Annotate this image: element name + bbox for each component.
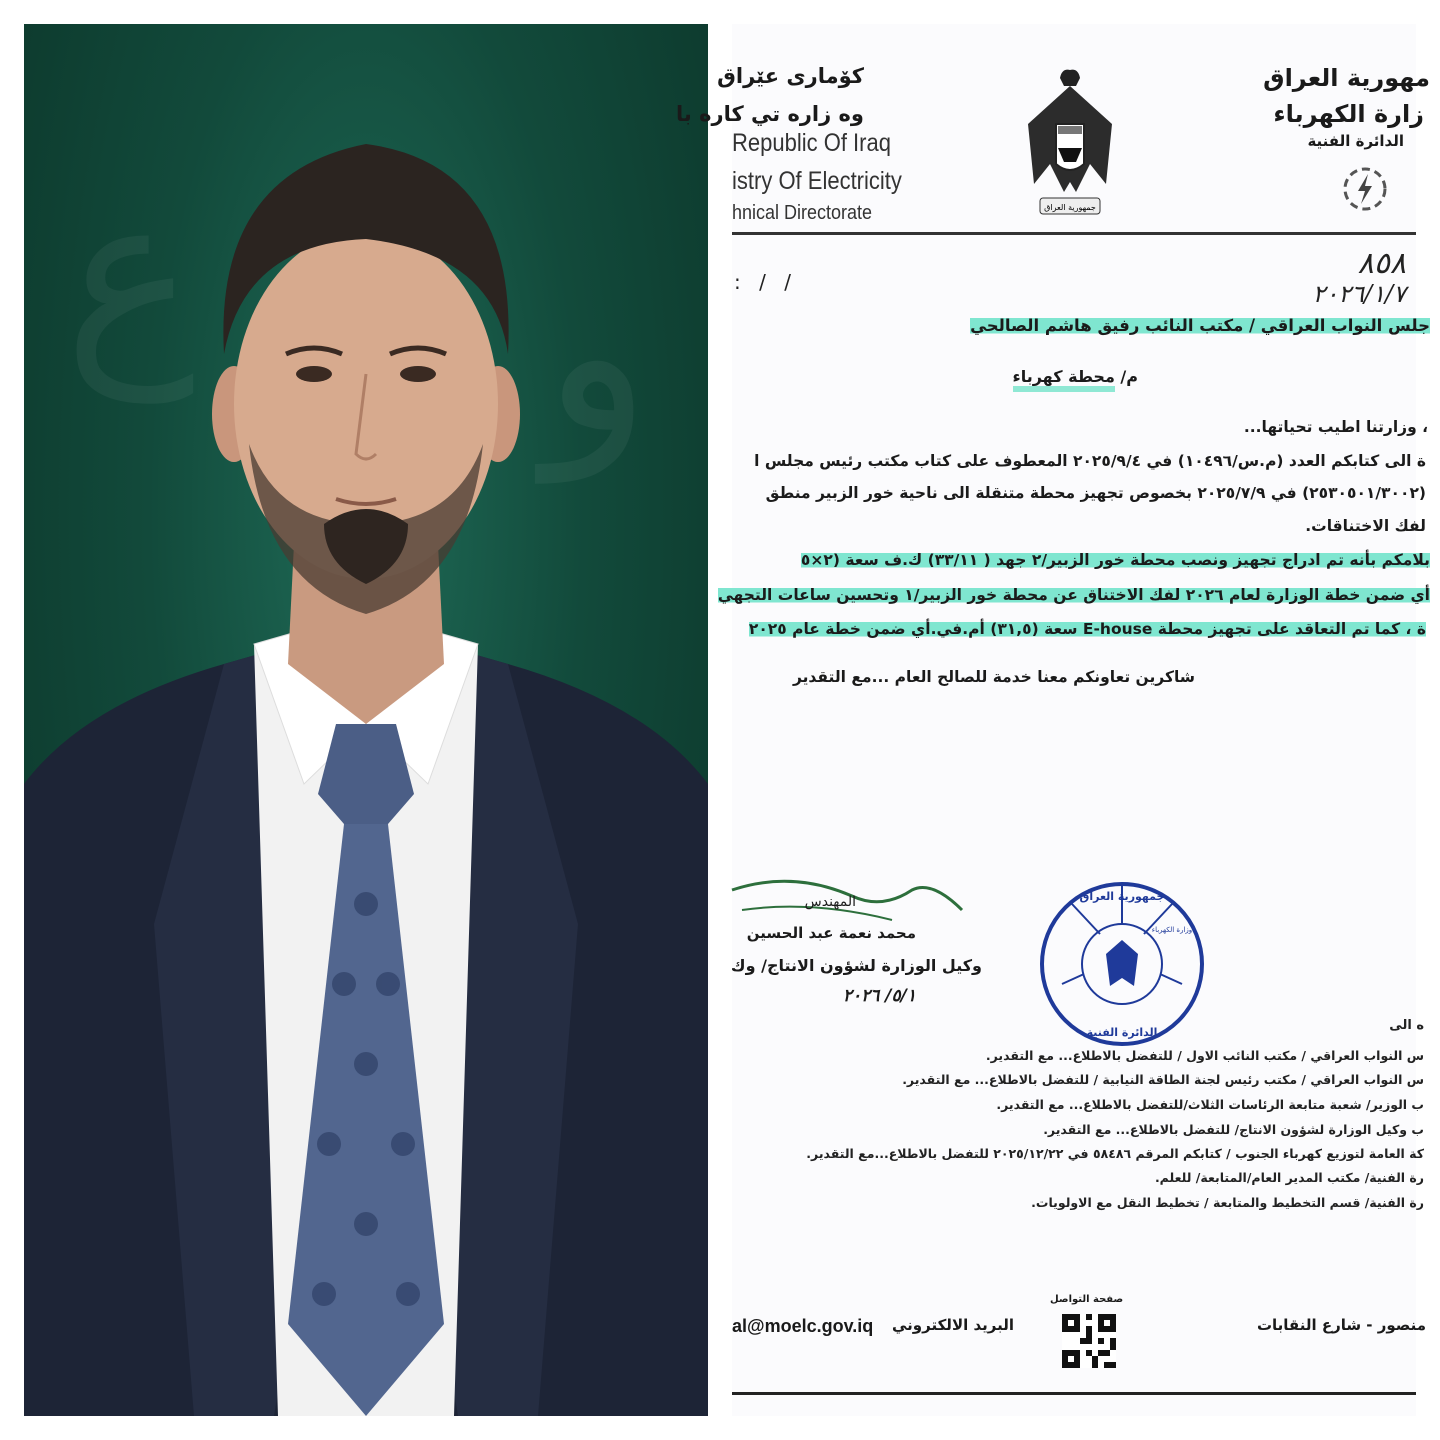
qr-code-icon [1062, 1314, 1116, 1368]
cc-line-1: س النواب العراقي / مكتب النائب الاول / للتفضل بالاطلاع... مع التقدير. [985, 1048, 1424, 1063]
body-line-3: لفك الاختناقات. [1305, 517, 1426, 535]
header-arabic-ministry: زارة الكهرباء [1273, 100, 1424, 128]
header-english-country: Republic Of Iraq [732, 128, 891, 157]
cc-line-4: ب وكيل الوزارة لشؤون الانتاج/ للتفضل بالاطلاع... مع التقدير. [1043, 1122, 1424, 1137]
qr-label: صفحة التواصل [1050, 1294, 1124, 1305]
footer-email[interactable]: al@moelc.gov.iq [732, 1316, 874, 1336]
cc-line-5: كة العامة لتوزيع كهرباء الجنوب / كتابكم المرقم ٥٨٤٨٦ في ٢٠٢٥/١٢/٢٢ للتفضل بالاطلاع...مع التقدير. [806, 1146, 1424, 1161]
footer-address: منصور - شارع النقابات [1256, 1316, 1426, 1334]
body-line-4: بلامكم بأنه تم ادراج تجهيز ونصب محطة خور الزبير/٢ جهد ( ٣٣/١١) ك.ف سعة (٢×٥ [800, 551, 1430, 569]
header-kurdish-country: كۆماری عێراق [717, 64, 864, 88]
portrait-photo [24, 24, 708, 1416]
closing-line: شاكرين تعاونكم معنا خدمة للصالح العام ...مع التقدير [792, 668, 1196, 686]
signature-position: وكيل الوزارة لشؤون الانتاج/ وك [730, 956, 982, 975]
body-line-1: ة الى كتابكم العدد (م.س/١٠٤٩٦) في ٢٠٢٥/٩/٤ المعطوف على كتاب مكتب رئيس مجلس ا [754, 452, 1426, 470]
header-arabic-country: مهورية العراق [1263, 64, 1430, 92]
header-english-ministry: istry Of Electricity [732, 166, 902, 195]
addressee-line: جلس النواب العراقي / مكتب النائب رفيق هاشم الصالحي [970, 316, 1430, 335]
background-calligraphy: ع [64, 146, 196, 402]
iraq-emblem-icon [1020, 64, 1120, 224]
stamp-bottom-text: الدائرة الفنية [1086, 1026, 1158, 1039]
footer-email-label: البريد الالكتروني [892, 1316, 1014, 1334]
header-english-directorate: hnical Directorate [732, 200, 873, 224]
signature-date-handwritten: ٥/١/ ٢٠٢٦ [842, 986, 916, 1006]
signature-name: محمد نعمة عبد الحسين [746, 924, 916, 942]
cc-line-3: ب الوزير/ شعبة متابعة الرئاسات الثلاث/للتفضل بالاطلاع... مع التقدير. [996, 1097, 1424, 1112]
electricity-logo-icon [1340, 164, 1390, 214]
reference-number: ٨٥٨ [1357, 246, 1406, 281]
header-arabic-directorate: الدائرة الفنية [1307, 132, 1404, 150]
man-in-suit-illustration [24, 24, 708, 1416]
header-divider [732, 232, 1416, 235]
signature-title: المهندس [804, 894, 856, 910]
stamp-top-text: جمهورية العراق [1079, 890, 1165, 903]
official-stamp-icon [1032, 864, 1212, 1064]
background-calligraphy: و [544, 226, 651, 482]
subject-prefix: م/ [1120, 367, 1138, 386]
date-placeholder: : / / [734, 270, 797, 294]
body-line-5: أي ضمن خطة الوزارة لعام ٢٠٢٦ لفك الاختناق عن محطة خور الزبير/١ وتحسين ساعات التجهي [717, 586, 1430, 604]
letter-date: ٢٠٢٦/١/٧ [1312, 280, 1406, 308]
stamp-sub-text: وزارة الكهرباء [1151, 926, 1193, 934]
body-line-6: ة ، كما تم التعاقد على تجهيز محطة E-house سعة (٣١,٥) أم.في.أي ضمن خطة عام ٢٠٢٥ [748, 620, 1426, 638]
greeting: ، وزارتنا اطيب تحياتها... [1243, 418, 1428, 436]
header-kurdish-ministry: وه زاره تي كاره با [676, 102, 864, 126]
subject-text: محطة كهرباء [1013, 367, 1115, 392]
subject-line [1013, 367, 1138, 386]
emblem-caption: جمهورية العراق [1044, 203, 1096, 212]
footer-divider [732, 1392, 1416, 1395]
body-line-2: (٢٥٣٠٥٠١/٣٠٠٢) في ٢٠٢٥/٧/٩ بخصوص تجهيز محطة متنقلة الى ناحية خور الزبير منطق [765, 484, 1426, 502]
cc-line-7: رة الفنية/ قسم التخطيط والمتابعة / تخطيط النقل مع الاولويات. [1031, 1195, 1424, 1210]
cc-line-6: رة الفنية/ مكتب المدير العام/المتابعة/ للعلم. [1154, 1170, 1424, 1185]
official-letter [676, 24, 1430, 1416]
cc-line-2: س النواب العراقي / مكتب رئيس لجنة الطاقة النيابية / للتفضل بالاطلاع... مع التقدير. [902, 1072, 1424, 1087]
cc-heading: ه الى [1389, 1018, 1424, 1033]
